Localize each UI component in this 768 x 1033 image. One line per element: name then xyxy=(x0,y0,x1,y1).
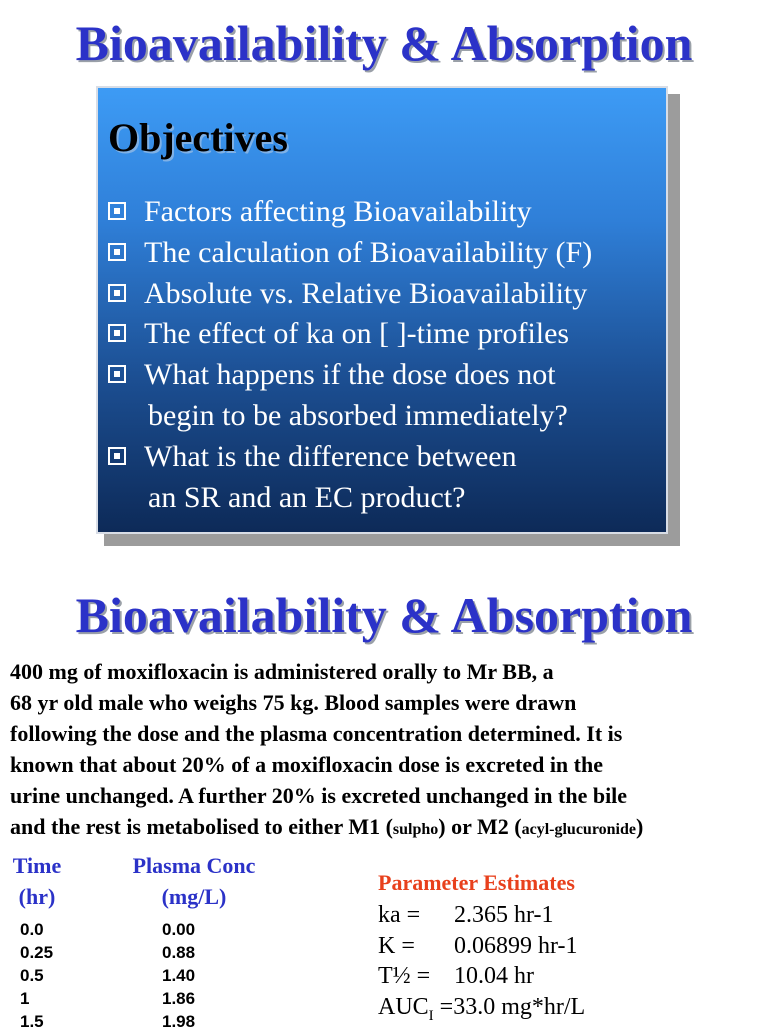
objective-text-continued: begin to be absorbed immediately? xyxy=(148,398,568,432)
parameter-label: K = xyxy=(378,932,415,959)
auc-value: =33.0 mg*hr/L xyxy=(439,993,586,1020)
paragraph-line: following the dose and the plasma concentration determined. It is xyxy=(10,721,623,746)
conc-column-header xyxy=(114,850,274,912)
square-bullet-icon xyxy=(108,324,126,342)
time-cell: 0.25 xyxy=(20,943,54,962)
square-bullet-icon xyxy=(108,365,126,383)
time-cell: 0.5 xyxy=(20,966,44,985)
conc-cell: 1.86 xyxy=(162,989,196,1008)
parameter-value: 10.04 hr xyxy=(454,963,534,989)
objective-item xyxy=(106,233,592,274)
slide1-title: Bioavailability & Absorption xyxy=(75,15,693,71)
parameter-row xyxy=(378,900,585,931)
objective-item xyxy=(106,274,592,315)
auc-label: AUC xyxy=(378,993,429,1020)
time-cell: 1.5 xyxy=(20,1012,44,1031)
time-header-line2: (hr) xyxy=(18,884,56,909)
auc-subscript: I xyxy=(428,1007,434,1024)
objective-text: What is the difference between xyxy=(144,439,517,473)
slide2-title: Bioavailability & Absorption xyxy=(75,587,693,643)
time-header-line1: Time xyxy=(12,853,62,878)
square-bullet-icon xyxy=(108,243,126,261)
square-bullet-icon xyxy=(108,284,126,302)
paragraph-line: 400 mg of moxifloxacin is administered orally to Mr BB, a xyxy=(10,659,554,684)
objective-text: Factors affecting Bioavailability xyxy=(144,195,532,228)
objectives-list xyxy=(106,192,592,518)
paragraph-text: ) or M2 ( xyxy=(438,814,522,839)
parameter-value: 2.365 hr-1 xyxy=(454,902,554,928)
objectives-box xyxy=(96,86,668,534)
square-bullet-icon xyxy=(108,202,126,220)
objective-text: The calculation of Bioavailability (F) xyxy=(144,235,593,269)
parameter-label: T½ = xyxy=(378,963,431,989)
objective-text: Absolute vs. Relative Bioavailability xyxy=(144,276,588,310)
objectives-heading: Objectives xyxy=(108,115,288,160)
objective-text-continued: an SR and an EC product? xyxy=(148,480,466,514)
paragraph-text: and the rest is metabolised to either M1 ( xyxy=(10,814,393,839)
parameter-value: 0.06899 hr-1 xyxy=(454,932,578,959)
objective-item xyxy=(106,437,592,519)
time-column-header xyxy=(4,850,70,912)
conc-column xyxy=(162,918,195,1033)
conc-cell: 0.00 xyxy=(162,920,196,939)
conc-cell: 0.88 xyxy=(162,943,196,962)
time-cell: 1 xyxy=(20,989,30,1008)
paragraph-line: 68 yr old male who weighs 75 kg. Blood samples were drawn xyxy=(10,690,577,715)
parameter-row-auc xyxy=(378,992,585,1031)
objective-text: The effect of ka on [ ]-time profiles xyxy=(144,317,570,351)
parameter-row xyxy=(378,931,585,962)
case-paragraph xyxy=(10,656,760,845)
parameter-estimates-list xyxy=(378,900,585,1031)
time-cell: 0.0 xyxy=(20,920,44,939)
parameter-row xyxy=(378,961,585,992)
time-column xyxy=(20,918,53,1033)
objective-item xyxy=(106,355,592,437)
paragraph-line-last xyxy=(10,811,760,845)
metabolite-m1: sulpho xyxy=(392,821,439,838)
paragraph-line: urine unchanged. A further 20% is excreted unchanged in the bile xyxy=(10,783,628,808)
parameter-label: ka = xyxy=(378,902,421,928)
objective-item xyxy=(106,314,592,355)
conc-cell: 1.40 xyxy=(162,966,196,985)
objective-item xyxy=(106,192,592,233)
conc-header-line2: (mg/L) xyxy=(161,884,227,909)
objective-text: What happens if the dose does not xyxy=(144,358,556,392)
square-bullet-icon xyxy=(108,447,126,465)
conc-header-line1: Plasma Conc xyxy=(132,853,256,878)
paragraph-text: ) xyxy=(635,814,644,839)
paragraph-line: known that about 20% of a moxifloxacin dose is excreted in the xyxy=(10,752,603,777)
conc-cell: 1.98 xyxy=(162,1012,196,1031)
parameter-estimates-title: Parameter Estimates xyxy=(378,870,575,895)
metabolite-m2: acyl-glucuronide xyxy=(521,821,636,838)
